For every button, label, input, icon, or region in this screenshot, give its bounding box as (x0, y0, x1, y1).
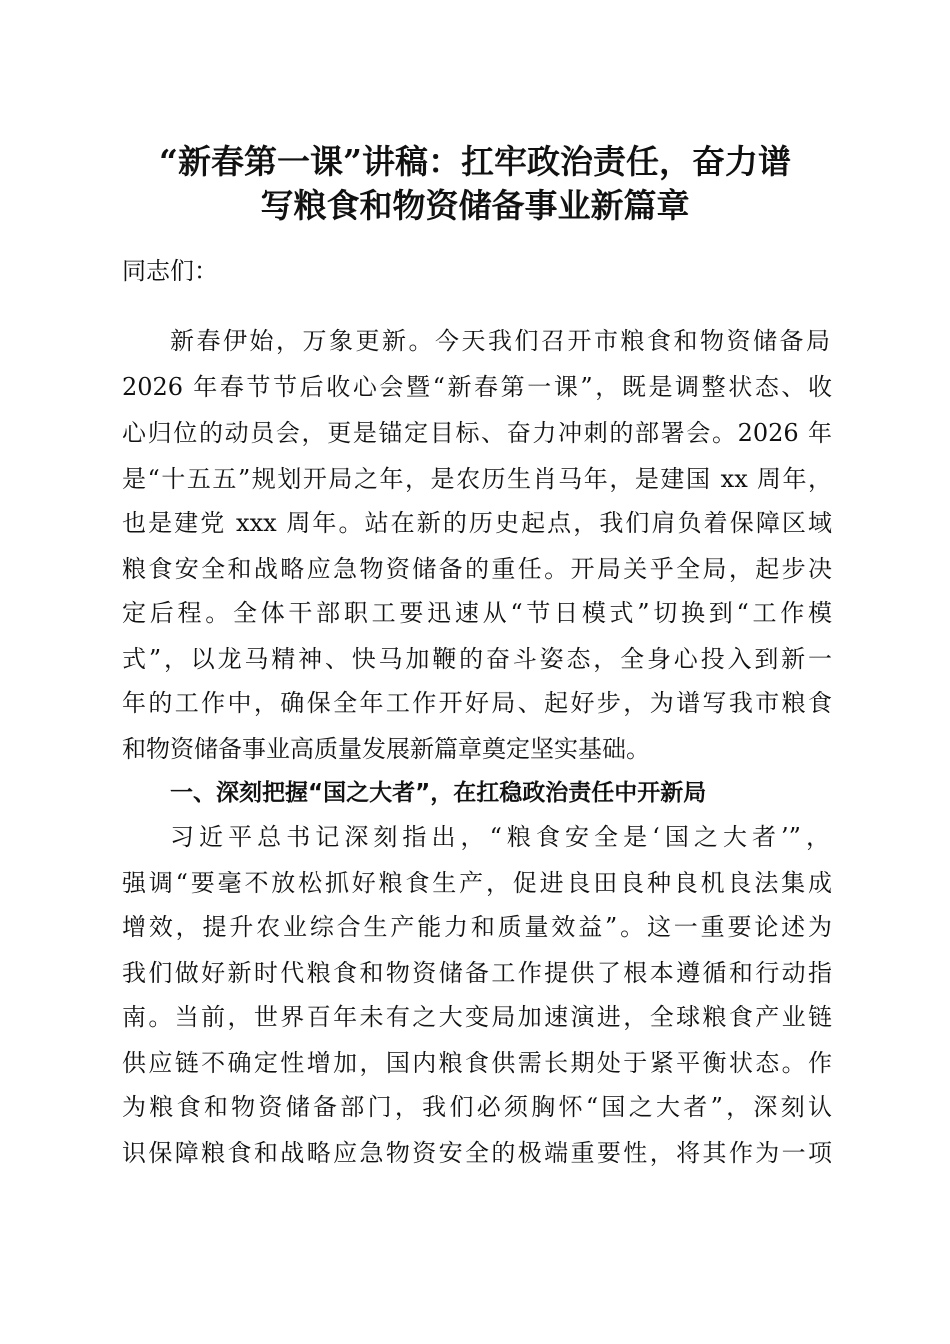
paragraph-line: 心归位的动员会，更是锚定目标、奋力冲刺的部署会。2026 年 (122, 419, 832, 447)
paragraph-line: 南。当前，世界百年未有之大变局加速演进，全球粮食产业链 (122, 1003, 832, 1031)
paragraph-line: 也是建党 xxx 周年。站在新的历史起点，我们肩负着保障区域 (122, 509, 832, 537)
paragraph-line: 识保障粮食和战略应急物资安全的极端重要性，将其作为一项 (122, 1139, 832, 1167)
paragraph-line: 和物资储备事业高质量发展新篇章奠定坚实基础。 (122, 735, 650, 763)
paragraph-line: 强调“要毫不放松抓好粮食生产，促进良田良种良机良法集成 (122, 869, 832, 897)
paragraph-line: 2026 年春节节后收心会暨“新春第一课”，既是调整状态、收 (122, 373, 832, 401)
paragraph-line: 年的工作中，确保全年工作开好局、起好步，为谱写我市粮食 (122, 689, 832, 717)
document-title-line-2: 写粮食和物资储备事业新篇章 (260, 186, 690, 225)
salutation: 同志们： (122, 257, 218, 285)
paragraph-line: 式”，以龙马精神、快马加鞭的奋斗姿态，全身心投入到新一 (122, 645, 832, 673)
paragraph-line: 我们做好新时代粮食和物资储备工作提供了根本遵循和行动指 (122, 959, 832, 987)
paragraph-line: 新春伊始，万象更新。今天我们召开市粮食和物资储备局 (170, 327, 830, 355)
paragraph-line: 是“十五五”规划开局之年，是农历生肖马年，是建国 xx 周年， (122, 465, 832, 493)
paragraph-line: 为粮食和物资储备部门，我们必须胸怀“国之大者”，深刻认 (122, 1093, 832, 1121)
paragraph-line: 增效，提升农业综合生产能力和质量效益”。这一重要论述为 (122, 913, 832, 941)
paragraph-line: 定后程。全体干部职工要迅速从“节日模式”切换到“工作模 (122, 599, 832, 627)
paragraph-line: 供应链不确定性增加，国内粮食供需长期处于紧平衡状态。作 (122, 1049, 832, 1077)
paragraph-line: 粮食安全和战略应急物资储备的重任。开局关乎全局，起步决 (122, 555, 832, 583)
section-heading: 一、深刻把握“国之大者”，在扛稳政治责任中开新局 (170, 780, 707, 806)
document-title-line-1: “新春第一课”讲稿：扛牢政治责任，奋力谱 (159, 142, 791, 181)
paragraph-line: 习近平总书记深刻指出，“粮食安全是‘国之大者’”， (170, 823, 830, 851)
